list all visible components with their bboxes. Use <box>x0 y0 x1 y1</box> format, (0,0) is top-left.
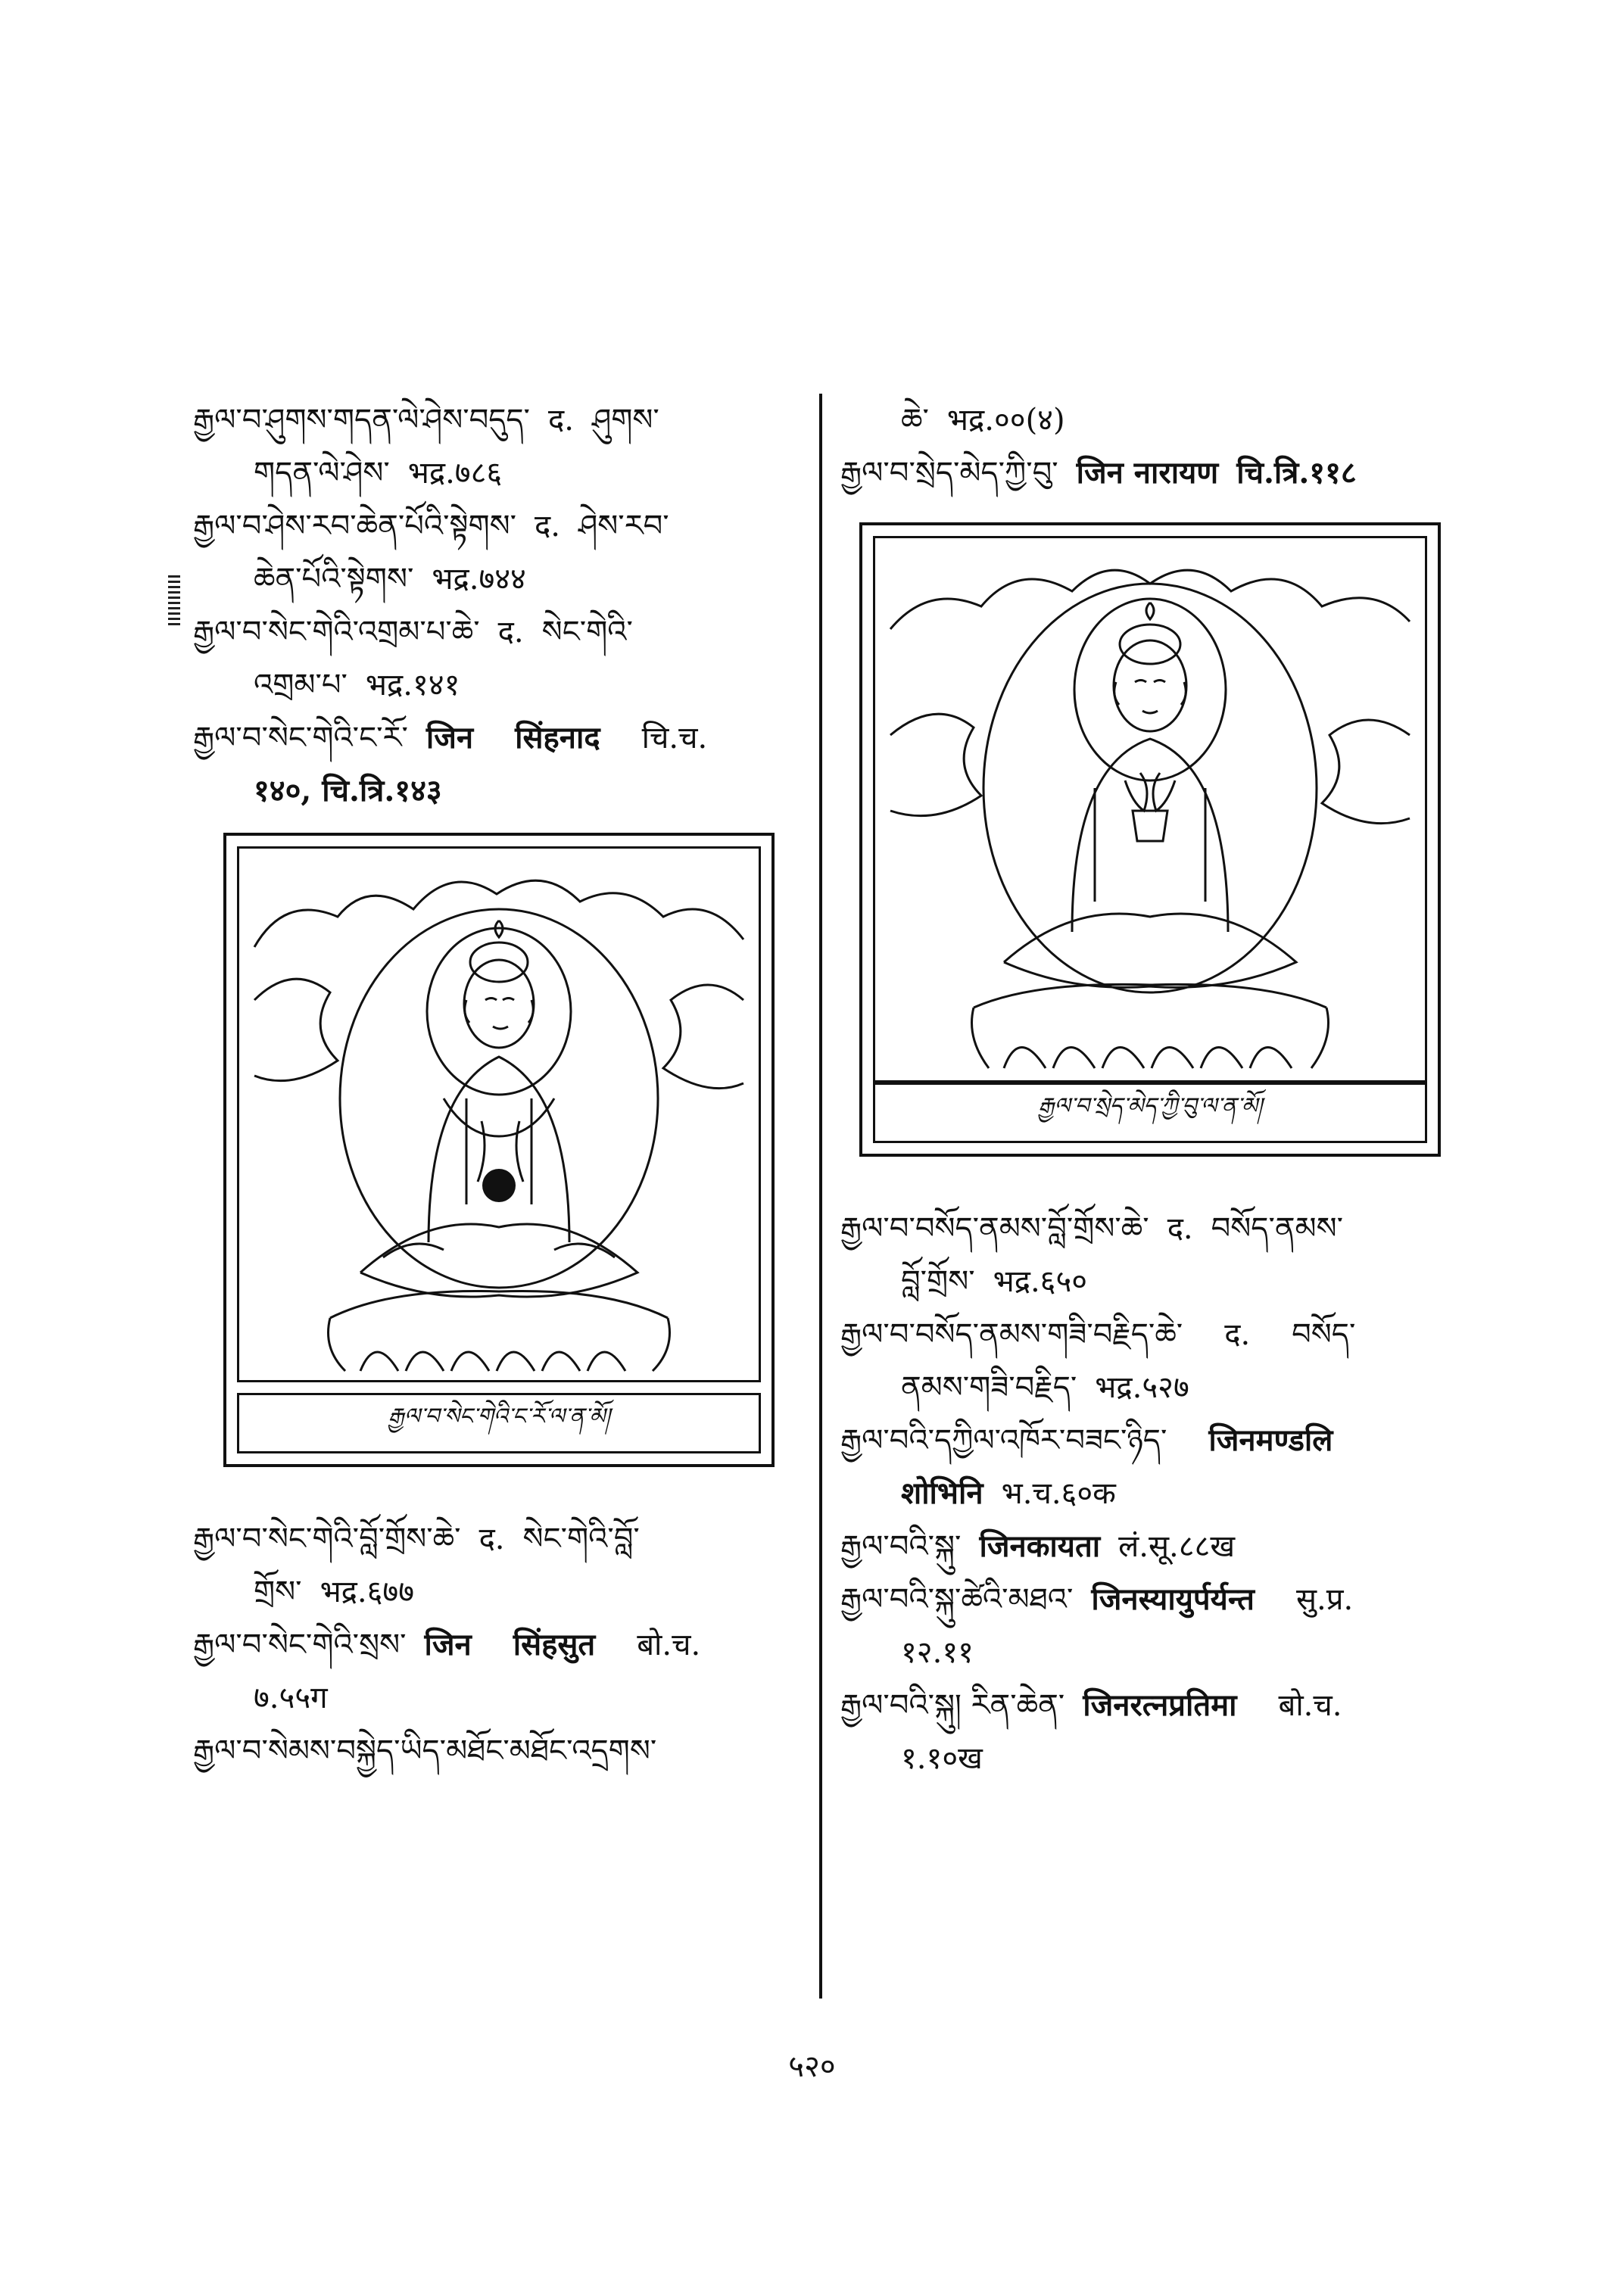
dictionary-entry <box>193 1724 791 1777</box>
entry-text: जिन <box>424 1627 472 1662</box>
entry-line <box>193 394 791 447</box>
entry-text: भ.च.६०क <box>1001 1476 1116 1511</box>
entry-text: भद्र.६५० <box>993 1264 1088 1299</box>
entry-text: རྒྱལ་བའི་དཀྱིལ་འཁོར་བཟང་ཉིད་ <box>840 1423 1167 1458</box>
entry-text: सु.प्र. <box>1295 1582 1354 1617</box>
entry-text: བསོད་ནམས་ <box>1211 1211 1344 1246</box>
entry-line <box>840 1626 1446 1679</box>
entry-text: བློ་གྲོས་ <box>901 1264 975 1299</box>
entry-text: बो.च. <box>1278 1688 1342 1723</box>
entry-line <box>840 1732 1446 1785</box>
left-column <box>193 394 791 1777</box>
entry-text: द. <box>1167 1211 1193 1246</box>
entry-text: लं.सू.८८ख <box>1118 1529 1236 1564</box>
entry-text: རྒྱལ་བ་ཤུགས་གདན་ལེ་ཤེས་བདུད་ <box>193 403 530 438</box>
dictionary-entry <box>840 394 1446 447</box>
dictionary-entry <box>840 1573 1446 1679</box>
entry-line <box>840 1520 1446 1573</box>
entry-line <box>193 606 791 659</box>
entry-text: द. <box>1224 1317 1251 1352</box>
entry-line <box>193 447 791 500</box>
entry-text: भद्र.१४१ <box>365 668 460 703</box>
entry-text: རྒྱལ་བ་བསོད་ནམས་བློ་གྲོས་ཆེ་ <box>840 1211 1149 1246</box>
entry-text: जिन नारायण <box>1076 455 1219 491</box>
figure-right-caption: རྒྱལ་བ་སྲེད་མེད་ཀྱི་བུ་ལ་ན་མོ། <box>1037 1093 1263 1120</box>
entry-line <box>193 1513 791 1566</box>
entry-text: བསོད་ <box>1292 1317 1356 1352</box>
dictionary-entry <box>840 1308 1446 1414</box>
dictionary-entry <box>193 1618 791 1724</box>
left-entries <box>193 394 791 818</box>
entry-text: १२.११ <box>901 1635 974 1670</box>
entry-text: གྲོས་ <box>254 1575 302 1609</box>
entry-line <box>840 1361 1446 1414</box>
entry-text: རྒྱལ་བ་སེང་གེའི་བློ་གྲོས་ཆེ་ <box>193 1522 461 1556</box>
buddha-illustration-left <box>239 849 759 1380</box>
right-entries <box>840 394 1446 500</box>
dictionary-entry <box>193 712 791 818</box>
entry-line <box>193 1671 791 1724</box>
entry-text: གདན་ལེ་ཤེས་ <box>254 456 390 491</box>
entry-text: सिंहसुत <box>513 1627 596 1662</box>
dictionary-entry <box>840 1414 1446 1520</box>
entry-text: རྒྱལ་བ་སྲེད་མེད་ཀྱི་བུ་ <box>840 456 1058 491</box>
entry-line <box>193 765 791 818</box>
dictionary-entry <box>193 394 791 500</box>
figure-right <box>859 522 1441 1157</box>
entry-text: རྒྱལ་བ་ཤེས་རབ་ཆེན་པོའི་སྟེགས་ <box>193 509 517 544</box>
entry-line <box>840 394 1446 447</box>
entry-text: भद्र.००(४) <box>946 403 1065 438</box>
entry-line <box>840 1467 1446 1520</box>
entry-text: द. <box>535 509 561 544</box>
entry-text: भद्र.५२७ <box>1095 1370 1189 1405</box>
entry-text: द. <box>497 615 524 650</box>
entry-line <box>840 1255 1446 1308</box>
figure-left-caption-box <box>237 1393 761 1453</box>
dictionary-entry <box>193 500 791 606</box>
dictionary-entry <box>840 1520 1446 1573</box>
entry-text: जिनरत्नप्रतिमा <box>1083 1687 1237 1723</box>
entry-text: རྒྱལ་བའི་སྐུ། རིན་ཆེན་ <box>840 1688 1065 1723</box>
entry-text: རྒྱལ་བ་སེང་གེའི་ང་རོ་ <box>193 721 408 756</box>
entry-text: རྒྱལ་བ་སེང་གེའི་འགྲམ་པ་ཆེ་ <box>193 615 480 650</box>
left-entries-after <box>193 1513 791 1777</box>
entry-text: भद्र.७८६ <box>407 456 503 491</box>
entry-text: शोभिनि <box>901 1475 983 1511</box>
entry-line <box>840 1573 1446 1626</box>
entry-text: १.१०ख <box>901 1741 983 1776</box>
entry-line <box>193 712 791 765</box>
entry-line <box>193 1724 791 1777</box>
entry-text: ७.५५ग <box>254 1681 328 1715</box>
entry-line <box>193 500 791 553</box>
figure-right-caption-box <box>873 1083 1427 1143</box>
column-divider <box>819 394 822 1999</box>
entry-line <box>840 1679 1446 1732</box>
entry-text: बो.च. <box>637 1628 701 1662</box>
entry-text: སེང་གེའི་ <box>541 615 633 650</box>
page-number: ५२० <box>788 2049 836 2084</box>
right-entries-after <box>840 1202 1446 1785</box>
dictionary-entry <box>193 1513 791 1618</box>
figure-left <box>223 833 775 1467</box>
entry-text: ཆེན་པོའི་སྟེགས་ <box>254 562 414 597</box>
entry-line <box>193 1618 791 1671</box>
entry-text: भद्र.७४४ <box>432 562 526 597</box>
entry-line <box>193 659 791 712</box>
entry-text: ནམས་གཟི་བརྗིད་ <box>901 1370 1077 1405</box>
entry-text: जिन <box>425 720 474 756</box>
margin-mark <box>168 575 180 628</box>
entry-text: ཤུགས་ <box>591 403 659 438</box>
entry-text: རྒྱལ་བའི་སྐུ་ <box>840 1529 962 1564</box>
figure-left-illustration <box>237 846 761 1382</box>
dictionary-entry <box>193 606 791 712</box>
entry-text: རྒྱལ་བ་བསོད་ནམས་གཟི་བརྗིད་ཆེ་ <box>840 1317 1183 1352</box>
entry-text: རྒྱལ་བའི་སྐུ་ཚེའི་མཐའ་ <box>840 1582 1074 1617</box>
entry-text: जिनमण्डलि <box>1208 1422 1333 1458</box>
entry-text: द. <box>547 403 574 438</box>
entry-text: चि.च. <box>641 721 708 756</box>
entry-line <box>840 1308 1446 1361</box>
figure-left-caption: རྒྱལ་བ་སེང་གེའི་ང་རོ་ལ་ན་མོ། <box>388 1404 610 1430</box>
entry-line <box>193 1566 791 1618</box>
entry-text: སེང་གེའི་བློ་ <box>522 1522 640 1556</box>
buddha-illustration-right <box>875 538 1425 1080</box>
entry-text: चि.त्रि.११८ <box>1236 455 1357 491</box>
right-column <box>840 394 1446 1785</box>
entry-line <box>840 1202 1446 1255</box>
entry-text: རྒྱལ་བ་སེམས་བསྐྱེད་ཡིད་མཐོང་མཐོང་འདྲགས་ <box>193 1734 657 1768</box>
figure-right-illustration <box>873 536 1427 1083</box>
entry-line <box>840 447 1446 500</box>
dictionary-entry <box>840 447 1446 500</box>
entry-line <box>193 553 791 606</box>
entry-text: द. <box>478 1522 505 1556</box>
entry-text: जिनस्यायुर्पर्यन्त <box>1091 1581 1255 1617</box>
entry-text: ཆེ་ <box>901 403 929 438</box>
entry-text: ཤེས་རབ་ <box>578 509 669 544</box>
entry-text: सिंहनाद <box>515 720 600 756</box>
entry-text: भद्र.६७७ <box>320 1575 415 1609</box>
entry-text: जिनकायता <box>979 1528 1101 1564</box>
dictionary-entry <box>840 1202 1446 1308</box>
entry-text: འགྲམ་པ་ <box>254 668 348 703</box>
entry-text: རྒྱལ་བ་སེང་གེའི་སྲས་ <box>193 1628 407 1662</box>
dictionary-entry <box>840 1679 1446 1785</box>
entry-text: १४०, चि.त्रि.१४३ <box>254 773 442 808</box>
entry-line <box>840 1414 1446 1467</box>
